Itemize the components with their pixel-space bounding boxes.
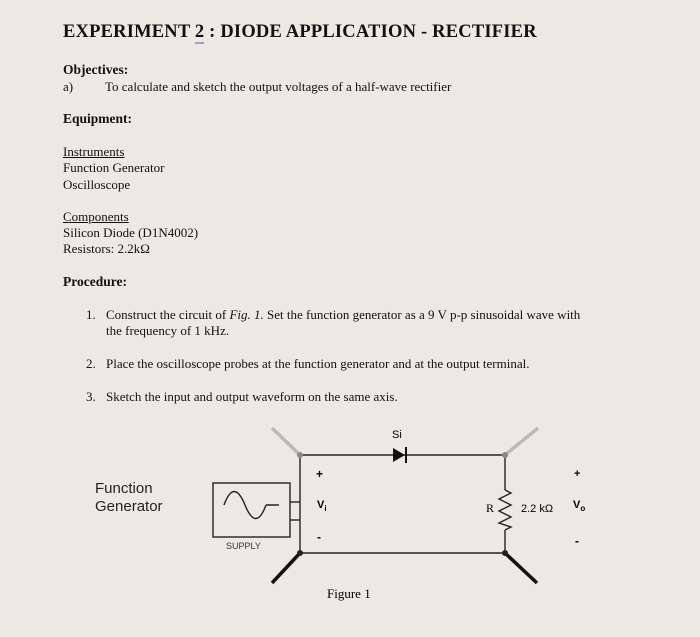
output-voltage-label	[573, 499, 585, 513]
instruments-heading: Instruments	[63, 144, 125, 159]
probe-lead-output-bottom	[505, 553, 537, 583]
probe-lead-input-bottom	[272, 553, 300, 583]
equipment-heading: Equipment:	[63, 111, 133, 126]
figure-reference: Fig. 1.	[229, 307, 264, 322]
output-voltage-subscript: o	[580, 504, 586, 513]
step-number: 2.	[86, 356, 96, 371]
junction-dot	[297, 550, 303, 556]
source-label-line1: Function	[95, 480, 153, 497]
input-voltage-label	[317, 499, 327, 513]
objective-marker: a)	[63, 79, 74, 94]
junction-dot	[502, 550, 508, 556]
supply-label: SUPPLY	[226, 541, 261, 551]
input-voltage-symbol: V	[317, 499, 325, 511]
diode-label: Si	[392, 429, 402, 441]
junction-dot	[502, 452, 508, 458]
component-item: Resistors: 2.2kΩ	[63, 241, 150, 256]
step-text: Sketch the input and output waveform on the same axis.	[106, 389, 398, 404]
input-voltage-subscript: i	[324, 504, 327, 513]
input-plus: +	[316, 467, 324, 481]
objectives-heading: Objectives:	[63, 62, 129, 77]
diode	[393, 448, 405, 462]
output-plus: +	[574, 468, 581, 480]
title-suffix: : DIODE APPLICATION - RECTIFIER	[204, 22, 537, 42]
procedure-heading: Procedure:	[63, 274, 127, 289]
instrument-item: Oscilloscope	[63, 177, 131, 192]
step-number: 1.	[86, 307, 96, 322]
figure-caption: Figure 1	[327, 586, 371, 601]
component-item: Silicon Diode (D1N4002)	[63, 225, 199, 240]
input-minus: -	[317, 530, 321, 544]
instrument-item: Function Generator	[63, 160, 165, 175]
output-minus: -	[575, 534, 579, 548]
step-text-line2: the frequency of 1 kHz.	[106, 323, 230, 338]
junction-dot	[297, 452, 303, 458]
supply-box	[213, 483, 290, 537]
resistor	[499, 490, 511, 530]
title-number: 2	[194, 22, 205, 42]
resistor-value: 2.2 kΩ	[521, 503, 554, 515]
step-number: 3.	[86, 389, 96, 404]
step-text-part: Set the function generator as a 9 V p-p sinusoidal wave with	[263, 307, 581, 322]
source-label-line2: Generator	[95, 498, 163, 515]
output-voltage-symbol: V	[573, 499, 581, 511]
components-heading: Components	[63, 209, 129, 224]
sine-wave-icon	[224, 492, 279, 519]
step-text-part: Construct the circuit of	[106, 307, 230, 322]
step-text: Place the oscilloscope probes at the function generator and at the output terminal.	[106, 356, 530, 371]
probe-lead-input-top	[272, 428, 300, 455]
objective-text: To calculate and sketch the output voltages of a half-wave rectifier	[105, 79, 452, 94]
resistor-name: R	[486, 501, 495, 515]
title-prefix: EXPERIMENT	[63, 22, 195, 42]
probe-lead-output-top	[505, 428, 538, 455]
